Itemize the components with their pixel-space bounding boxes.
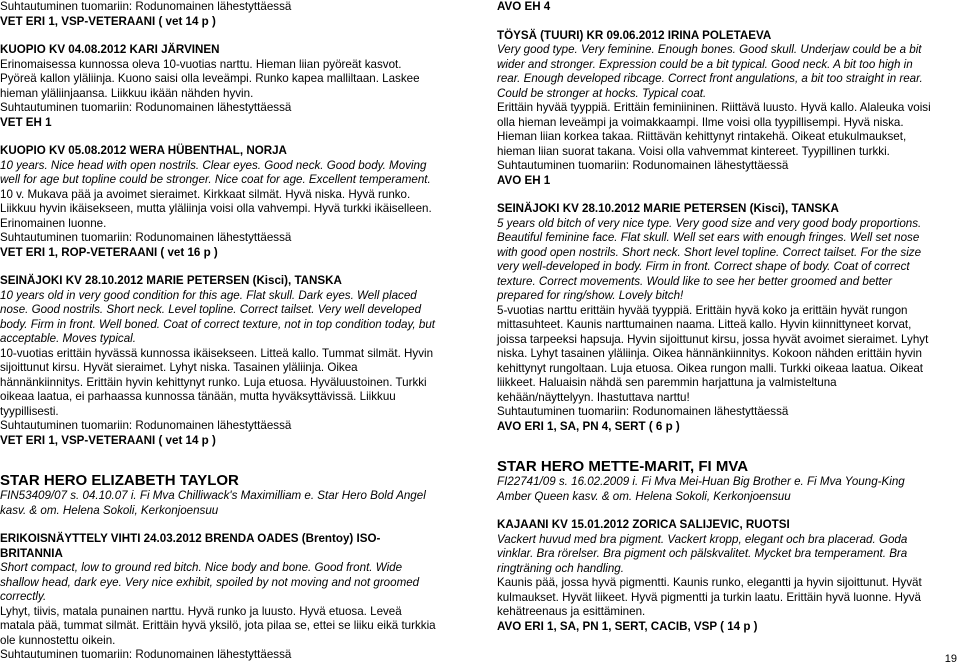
critique-english: 5 years old bitch of very nice type. Very good size and very good body proportions. Beautiful feminine face. Flat skull. Well set ears with enough fringes. Well set nose with good open nostrils. Short neck. Short level topline. Correct tailset. For the size very well-developed in body. Firm in front. Correct shape of body. Coat of correct texture. Correct movements. Would like to see her better groomed and better prepared for ring/show. Lovely bitch! bbox=[497, 216, 922, 302]
temperament-line: Suhtautuminen tuomariin: Rodunomainen lähestyttäessä bbox=[0, 0, 292, 13]
show-title: SEINÄJOKI KV 28.10.2012 MARIE PETERSEN (Kisci), TANSKA bbox=[0, 274, 342, 287]
temperament-line: Suhtautuminen tuomariin: Rodunomainen lähestyttäessä bbox=[0, 101, 292, 114]
show-title: TÖYSÄ (TUURI) KR 09.06.2012 IRINA POLETAEVA bbox=[497, 28, 772, 42]
critique-finnish: Erittäin hyvää tyyppiä. Erittäin feminiininen. Riittävä luusto. Hyvä kallo. Alaleuka voisi olla hieman leveämpi ja voimakkaampi. Ilme voisi olla tyypillisempi. Hyvä niska. Hieman liian korkea takaa. Riittävän kehittynyt rintakehä. Oikeat etukulmaukset, hieman liian suorat takana. Voisi olla vahvemmat kintereet. Tyypillinen turkki. bbox=[497, 101, 931, 158]
show-title: SEINÄJOKI KV 28.10.2012 MARIE PETERSEN (Kisci), TANSKA bbox=[497, 202, 839, 215]
critique-finnish: 10-vuotias erittäin hyvässä kunnossa ikäisekseen. Litteä kallo. Tummat silmät. Hyvin sijoittunut kirsu. Hyvät sieraimet. Lyhyt niska. Tasainen yläliinja. Oikea hännänkiinnitys. Erittäin hyvin kehittynyt runko. Luja etuosa. Hyväluustoinen. Turkki oikeaa laatua, ei parhaassa kunnossa tänään, mutta hyväksyttävissä. Liikkuu tyypillisesti. bbox=[0, 346, 434, 418]
critique-swedish: Vackert huvud med bra pigment. Vackert kropp, elegant och bra placerad. Goda vinklar. Bra rörelser. Bra pigment och pälskvalitet. Mycket bra temperament. Bra ringträning och handling. bbox=[497, 532, 908, 575]
page-number: 19 bbox=[944, 653, 957, 665]
critique-english: Very good type. Very feminine. Enough bones. Good skull. Underjaw could be a bit wider and stronger. Expression could be a bit typical. Good neck. A bit too high in rear. Enough developed ribcage. Correct front angulations, a bit too straight in rear. Could be stronger at hocks. Typical coat. bbox=[497, 43, 923, 100]
result-line: AVO EH 4 bbox=[497, 0, 551, 13]
show-title: ERIKOISNÄYTTELY VIHTI 24.03.2012 BRENDA OADES (Brentoy) ISO- BRITANNIA bbox=[0, 532, 381, 560]
critique-finnish: 10 v. Mukava pää ja avoimet sieraimet. Kirkkaat silmät. Hyvä niska. Hyvä runko. Liikkuu hyvin ikäisekseen, mutta yläliinja voisi olla vahvempi. Hyvä turkki ikäiselleen. Erinomainen luonne. bbox=[0, 187, 432, 230]
result-line: VET ERI 1, ROP-VETERAANI ( vet 16 p ) bbox=[0, 245, 218, 259]
result-line: VET ERI 1, VSP-VETERAANI ( vet 14 p ) bbox=[0, 433, 216, 447]
critique-finnish: Lyhyt, tiivis, matala punainen narttu. Hyvä runko ja luusto. Hyvä etuosa. Leveä matala pää, tummat silmät. Erittäin hyvä yksilö, jota pilaa se, ettei se liiku eikä turkkia ole kunnostettu oikein. bbox=[0, 604, 436, 647]
critique-finnish: Kaunis pää, jossa hyvä pigmentti. Kaunis runko, elegantti ja hyvin sijoittunut. Hyvät kulmaukset. Hyvät liikeet. Hyvä pigmentti ja turkin laatu. Erittäin hyvä luonne. Hyvä kehätreenaus ja esittäminen. bbox=[497, 576, 922, 618]
critique-english: 10 years old in very good condition for this age. Flat skull. Dark eyes. Well placed nose. Good nostrils. Short neck. Level topline. Correct tailset. Very well developed body. Firm in front. Well boned. Coat of correct texture, not in top condition today, but acceptable. Moves typical. bbox=[0, 288, 435, 345]
dog-pedigree-info: FI22741/09 s. 16.02.2009 i. Fi Mva Mei-Huan Big Brother e. Fi Mva Young-King Amber Queen kasv. & om. Helena Sokoli, Kerkonjoensuu bbox=[497, 475, 905, 503]
result-line: AVO EH 1 bbox=[497, 173, 551, 187]
temperament-line: Suhtautuminen tuomariin: Rodunomainen lähestyttäessä bbox=[0, 231, 292, 244]
result-line: AVO ERI 1, SA, PN 4, SERT ( 6 p ) bbox=[497, 419, 680, 433]
left-column bbox=[0, 0, 470, 663]
dog-name-heading: STAR HERO ELIZABETH TAYLOR bbox=[0, 472, 239, 489]
critique-finnish: 5-vuotias narttu erittäin hyvää tyyppiä. Erittäin hyvä koko ja erittäin hyvät rungon mittasuhteet. Kaunis narttumainen naama. Litteä kallo. Hyvin kiinnittyneet korvat, joissa tarpeeksi hapsuja. Hyvin sijoittunut kirsu, jossa hyvät avoimet sieraimet. Lyhyt niska. Lyhyt tasainen yläliinja. Oikea hännänkiinnitys. Kokoon nähden erittäin hyvin kehittynyt rungoltaan. Luja etuosa. Oikea rungon malli. Turkki oikeaa laatua. Oikeat liikkeet. Haluaisin nähdä sen paremmin harjattuna ja valmisteltuna kehään/näyttelyyn. Ihastuttava narttu! bbox=[497, 303, 929, 404]
temperament-line: Suhtautuminen tuomariin: Rodunomainen lähestyttäessä bbox=[497, 159, 789, 172]
temperament-line: Suhtautuminen tuomariin: Rodunomainen lähestyttäessä bbox=[0, 419, 292, 432]
show-title: KUOPIO KV 05.08.2012 WERA HÜBENTHAL, NORJA bbox=[0, 144, 287, 157]
critique-english: 10 years. Nice head with open nostrils. Clear eyes. Good neck. Good body. Moving well for age but topline could be stronger. Nice coat for age. Excellent temperament. bbox=[0, 158, 431, 186]
result-line: VET ERI 1, VSP-VETERAANI ( vet 14 p ) bbox=[0, 14, 216, 28]
show-title: KUOPIO KV 04.08.2012 KARI JÄRVINEN bbox=[0, 43, 220, 56]
result-line: AVO ERI 1, SA, PN 1, SERT, CACIB, VSP ( 14 p ) bbox=[497, 619, 758, 633]
critique-english: Short compact, low to ground red bitch. Nice body and bone. Good front. Wide shallow head, dark eye. Very nice exhibit, spoiled by not moving and not groomed correctly. bbox=[0, 561, 420, 603]
dog-pedigree-info: FIN53409/07 s. 04.10.07 i. Fi Mva Chilliwack's Maximilliam e. Star Hero Bold Angel kasv. & om. Helena Sokoli, Kerkonjoensuu bbox=[0, 489, 426, 517]
temperament-line: Suhtautuminen tuomariin: Rodunomainen lähestyttäessä bbox=[0, 648, 292, 661]
temperament-line: Suhtautuminen tuomariin: Rodunomainen lähestyttäessä bbox=[497, 405, 789, 418]
critique-finnish: Erinomaisessa kunnossa oleva 10-vuotias narttu. Hieman liian pyöreät kasvot. Pyöreä kallon yläliinja. Kuono saisi olla leveämpi. Runko kapea malliltaan. Laskee hieman yläliinjaansa. Liikkuu ikään nähden hyvin. bbox=[0, 57, 420, 100]
show-title: KAJAANI KV 15.01.2012 ZORICA SALIJEVIC, RUOTSI bbox=[497, 518, 790, 531]
result-line: VET EH 1 bbox=[0, 115, 52, 129]
right-column bbox=[497, 0, 960, 634]
dog-name-heading: STAR HERO METTE-MARIT, FI MVA bbox=[497, 458, 749, 475]
